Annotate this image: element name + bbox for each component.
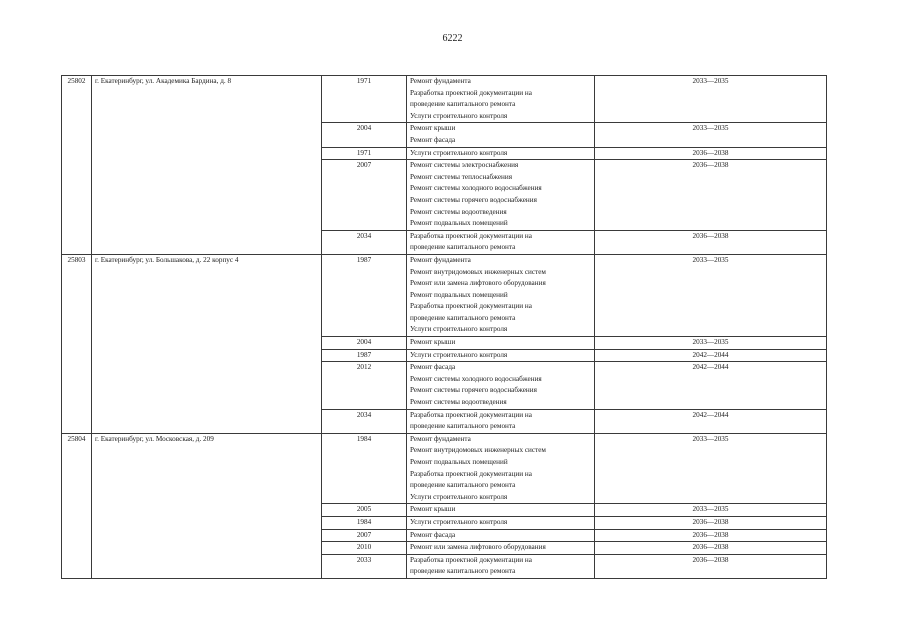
work-item: Разработка проектной документации на xyxy=(410,302,532,311)
works-cell xyxy=(407,123,595,147)
work-item: Ремонт системы электроснабжения xyxy=(410,161,519,170)
work-item: Услуги строительного контроля xyxy=(410,350,508,359)
work-item: Ремонт фундамента xyxy=(410,434,471,443)
year-cell: 2033 xyxy=(322,554,407,578)
period-cell: 2036—2038 xyxy=(595,516,827,529)
works-cell xyxy=(407,76,595,123)
work-item: проведение капитального ремонта xyxy=(410,100,516,109)
year-cell: 1987 xyxy=(322,254,407,336)
house-id-cell: 25804 xyxy=(62,433,92,578)
period-cell: 2036—2038 xyxy=(595,529,827,542)
works-cell xyxy=(407,504,595,517)
work-item: Ремонт внутридомовых инженерных систем xyxy=(410,446,546,455)
work-item: Разработка проектной документации на xyxy=(410,555,532,564)
year-cell: 2007 xyxy=(322,160,407,231)
works-cell xyxy=(407,433,595,504)
period-cell: 2033—2035 xyxy=(595,504,827,517)
work-item: Ремонт фасада xyxy=(410,135,456,144)
house-address-cell: г. Екатеринбург, ул. Большакова, д. 22 корпус 4 xyxy=(92,254,322,433)
works-cell xyxy=(407,230,595,254)
work-item: Ремонт подвальных помещений xyxy=(410,458,508,466)
work-item: Ремонт крыши xyxy=(410,338,456,347)
work-item: Ремонт фундамента xyxy=(410,255,471,264)
work-item: проведение капитального ремонта xyxy=(410,313,516,322)
period-cell: 2033—2035 xyxy=(595,76,827,123)
works-cell xyxy=(407,254,595,336)
work-item: Услуги строительного контроля xyxy=(410,111,508,120)
work-item: Ремонт или замена лифтового оборудования xyxy=(410,543,546,552)
work-item: Разработка проектной документации на xyxy=(410,88,532,97)
year-cell: 2034 xyxy=(322,409,407,433)
work-item: Ремонт фундамента xyxy=(410,77,471,85)
year-cell: 1987 xyxy=(322,349,407,362)
work-item: Ремонт системы холодного водоснабжения xyxy=(410,374,542,383)
works-cell xyxy=(407,160,595,231)
works-cell xyxy=(407,516,595,529)
year-cell: 2004 xyxy=(322,123,407,147)
house-address-cell: г. Екатеринбург, ул. Академика Бардина, д. 8 xyxy=(92,76,322,255)
work-item: Услуги строительного контроля xyxy=(410,325,508,334)
works-cell xyxy=(407,337,595,350)
work-item: Услуги строительного контроля xyxy=(410,517,508,526)
period-cell: 2036—2038 xyxy=(595,554,827,578)
work-item: проведение капитального ремонта xyxy=(410,567,516,576)
work-item: Ремонт крыши xyxy=(410,505,456,514)
work-item: Разработка проектной документации на xyxy=(410,410,532,419)
period-cell: 2036—2038 xyxy=(595,230,827,254)
works-cell xyxy=(407,409,595,433)
work-item: Ремонт системы горячего водоснабжения xyxy=(410,195,537,204)
year-cell: 1984 xyxy=(322,433,407,504)
page-number: 6222 xyxy=(442,33,463,44)
table-body xyxy=(62,76,827,579)
works-cell xyxy=(407,362,595,409)
period-cell: 2042—2044 xyxy=(595,362,827,409)
work-item: проведение капитального ремонта xyxy=(410,422,516,431)
work-item: Разработка проектной документации на xyxy=(410,469,532,478)
work-item: Ремонт подвальных помещений xyxy=(410,219,508,228)
work-item: Ремонт крыши xyxy=(410,124,456,133)
work-item: Ремонт системы горячего водоснабжения xyxy=(410,386,537,395)
period-cell: 2033—2035 xyxy=(595,254,827,336)
period-cell: 2033—2035 xyxy=(595,337,827,350)
work-item: Разработка проектной документации на xyxy=(410,231,532,240)
year-cell: 1971 xyxy=(322,76,407,123)
work-item: Ремонт фасада xyxy=(410,363,456,372)
work-item: проведение капитального ремонта xyxy=(410,481,516,490)
work-item: Ремонт внутридомовых инженерных систем xyxy=(410,267,546,276)
work-item: Услуги строительного контроля xyxy=(410,492,508,501)
period-cell: 2033—2035 xyxy=(595,433,827,504)
table-row xyxy=(62,254,827,336)
house-id-cell: 25802 xyxy=(62,76,92,255)
year-cell: 2010 xyxy=(322,542,407,555)
work-item: Ремонт системы водоотведения xyxy=(410,398,507,407)
year-cell: 1971 xyxy=(322,147,407,160)
works-cell xyxy=(407,542,595,555)
year-cell: 2004 xyxy=(322,337,407,350)
house-address-cell: г. Екатеринбург, ул. Московская, д. 209 xyxy=(92,433,322,578)
year-cell: 2007 xyxy=(322,529,407,542)
work-item: Услуги строительного контроля xyxy=(410,148,508,157)
works-cell xyxy=(407,349,595,362)
work-item: Ремонт системы водоотведения xyxy=(410,207,507,216)
work-item: Ремонт системы холодного водоснабжения xyxy=(410,184,542,193)
work-item: проведение капитального ремонта xyxy=(410,243,516,252)
works-cell xyxy=(407,554,595,578)
period-cell: 2033—2035 xyxy=(595,123,827,147)
period-cell: 2036—2038 xyxy=(595,147,827,160)
work-item: Ремонт или замена лифтового оборудования xyxy=(410,279,546,288)
period-cell: 2042—2044 xyxy=(595,349,827,362)
period-cell: 2036—2038 xyxy=(595,160,827,231)
work-item: Ремонт фасада xyxy=(410,530,456,539)
table-row xyxy=(62,433,827,504)
year-cell: 2034 xyxy=(322,230,407,254)
period-cell: 2036—2038 xyxy=(595,542,827,555)
repair-schedule-table xyxy=(61,75,827,579)
year-cell: 2005 xyxy=(322,504,407,517)
works-cell xyxy=(407,147,595,160)
year-cell: 2012 xyxy=(322,362,407,409)
period-cell: 2042—2044 xyxy=(595,409,827,433)
works-cell xyxy=(407,529,595,542)
house-id-cell: 25803 xyxy=(62,254,92,433)
work-item: Ремонт системы теплоснабжения xyxy=(410,172,513,181)
work-item: Ремонт подвальных помещений xyxy=(410,290,508,299)
year-cell: 1984 xyxy=(322,516,407,529)
table-row xyxy=(62,76,827,123)
